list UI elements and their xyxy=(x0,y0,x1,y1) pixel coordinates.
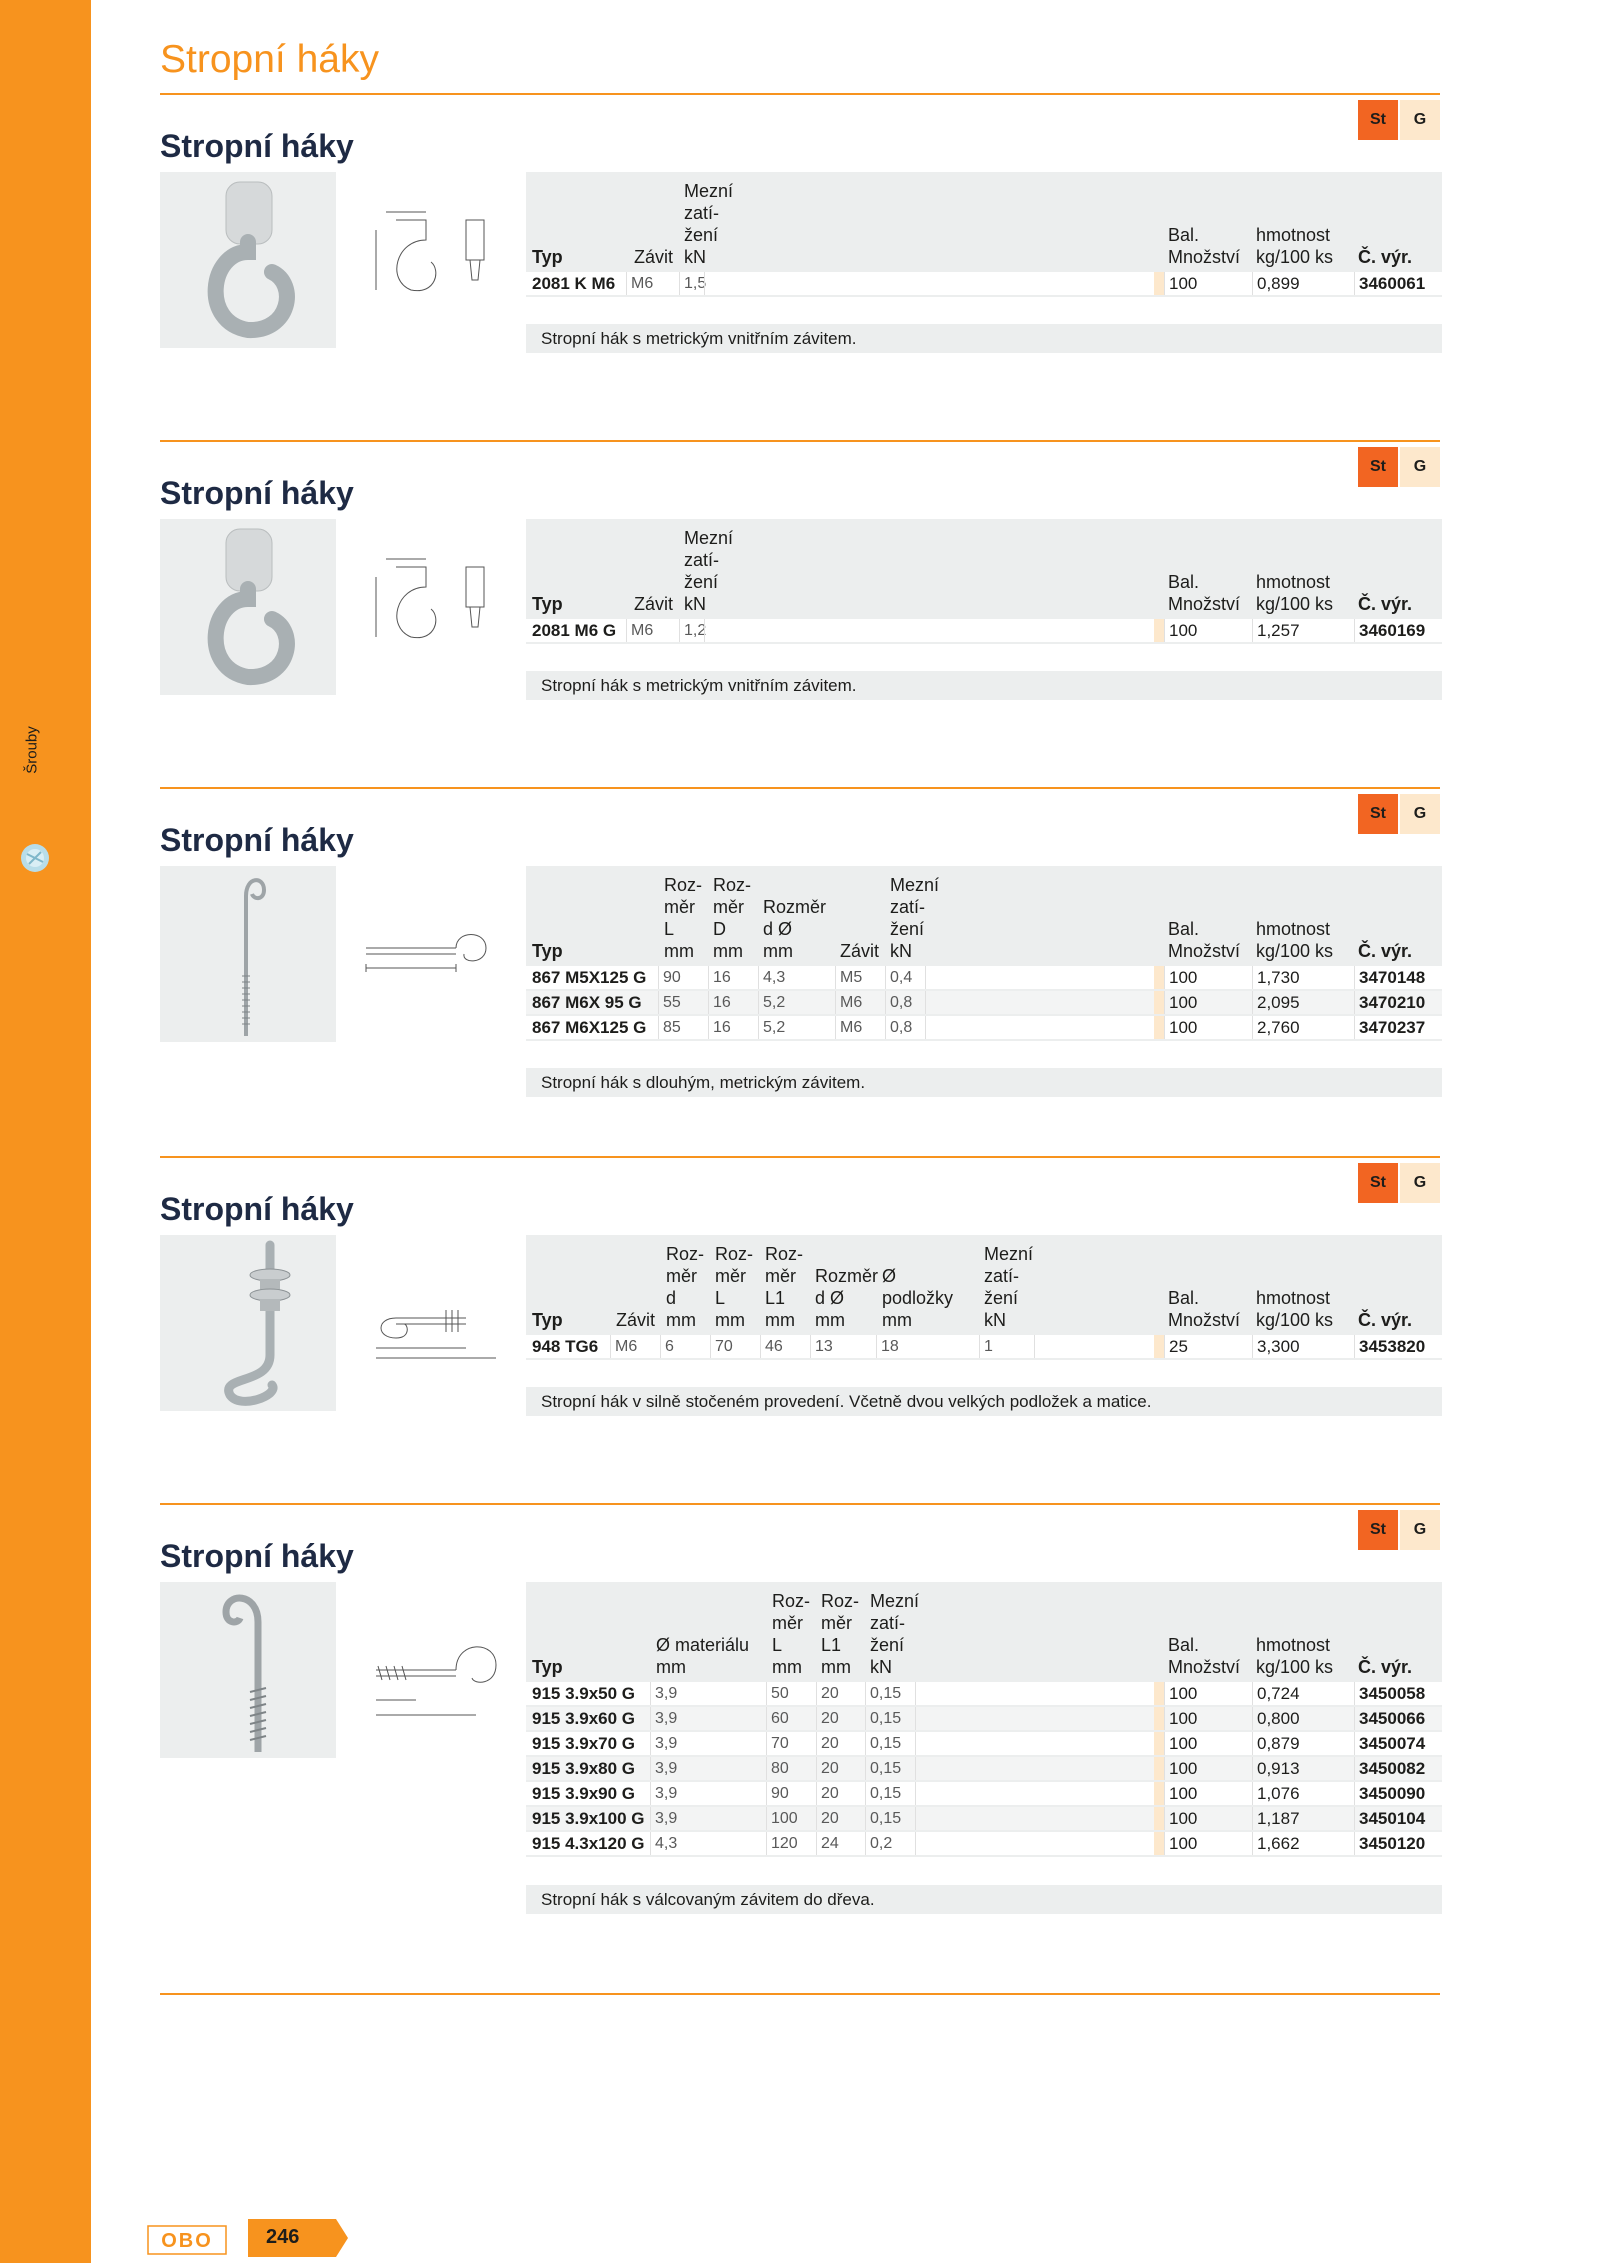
section-description: Stropní hák v silně stočeném provedení. Včetně dvou velkých podložek a matice. xyxy=(526,1387,1442,1416)
header-zavit: Závit xyxy=(634,594,674,614)
cell-material: 3,9 xyxy=(650,1707,766,1730)
cell-empty xyxy=(915,1732,1154,1755)
cell-l: 90 xyxy=(658,966,708,989)
header-mezni: Mezní zatí- žení kN xyxy=(870,1591,920,1677)
cell-typ: 915 3.9x90 G xyxy=(532,1784,636,1803)
table-row xyxy=(526,1016,1442,1041)
cell-bal: 100 xyxy=(1164,1016,1252,1039)
technical-drawing xyxy=(356,547,516,677)
cell-cvyr: 3450082 xyxy=(1354,1757,1442,1780)
cell-bal: 100 xyxy=(1164,1682,1252,1705)
cell-hmotnost: 0,724 xyxy=(1252,1682,1354,1705)
section-title: Stropní háky xyxy=(160,1538,354,1574)
product-photo xyxy=(160,1235,336,1411)
cell-bal: 100 xyxy=(1164,1832,1252,1855)
screw-icon xyxy=(17,840,53,876)
page-number xyxy=(248,2219,348,2257)
cell-cvyr: 3470237 xyxy=(1354,1016,1442,1039)
technical-drawing xyxy=(356,924,516,994)
header-material: Ø materiálu mm xyxy=(656,1635,750,1677)
header-typ: Typ xyxy=(532,1657,563,1677)
cell-dd: 5,2 xyxy=(758,1016,835,1039)
header-hmotnost: hmotnost kg/100 ks xyxy=(1256,1288,1334,1330)
header-hmotnost: hmotnost kg/100 ks xyxy=(1256,1635,1334,1677)
cell-l1: 24 xyxy=(816,1832,865,1855)
cell-mezni: 0,8 xyxy=(885,991,925,1014)
row-stripe xyxy=(1154,1335,1164,1358)
cell-mezni: 1,5 xyxy=(679,272,704,295)
cell-zavit: M6 xyxy=(835,1016,885,1039)
row-stripe xyxy=(1154,1807,1164,1830)
cell-bal: 100 xyxy=(1164,1807,1252,1830)
material-badge-g: G xyxy=(1400,794,1440,834)
cell-typ: 2081 K M6 xyxy=(532,274,616,293)
cell-cvyr: 3450104 xyxy=(1354,1807,1442,1830)
cell-l1: 20 xyxy=(816,1707,865,1730)
header-rozmer-dd: Rozměr d Ø mm xyxy=(815,1266,879,1330)
cell-mezni: 0,15 xyxy=(865,1757,915,1780)
header-rozmer-l: Roz- měr L mm xyxy=(772,1591,811,1677)
cell-cvyr: 3450074 xyxy=(1354,1732,1442,1755)
header-rozmer-dd: Rozměr d Ø mm xyxy=(763,897,827,961)
cell-d: 16 xyxy=(708,991,758,1014)
cell-l: 60 xyxy=(766,1707,816,1730)
cell-hmotnost: 1,730 xyxy=(1252,966,1354,989)
table-header xyxy=(526,172,1442,272)
row-stripe xyxy=(1154,966,1164,989)
row-stripe xyxy=(1154,1732,1164,1755)
material-badge-st: St xyxy=(1358,447,1398,487)
cell-mezni: 0,15 xyxy=(865,1732,915,1755)
material-badge-st: St xyxy=(1358,100,1398,140)
table-header xyxy=(526,1582,1442,1682)
row-stripe xyxy=(1154,991,1164,1014)
section-description: Stropní hák s válcovaným závitem do dřeva. xyxy=(526,1885,1442,1914)
header-typ: Typ xyxy=(532,1310,563,1330)
cell-mezni: 0,2 xyxy=(865,1832,915,1855)
header-typ: Typ xyxy=(532,941,563,961)
cell-l: 120 xyxy=(766,1832,816,1855)
divider xyxy=(160,93,1440,95)
header-zavit: Závit xyxy=(634,247,674,267)
cell-bal: 100 xyxy=(1164,1757,1252,1780)
header-bal: Bal. Množství xyxy=(1168,919,1241,961)
row-stripe xyxy=(1154,1757,1164,1780)
table-row xyxy=(526,1782,1442,1807)
cell-typ: 867 M5X125 G xyxy=(532,968,647,987)
cell-cvyr: 3470210 xyxy=(1354,991,1442,1014)
cell-mezni: 0,15 xyxy=(865,1807,915,1830)
table-row xyxy=(526,991,1442,1016)
cell-typ: 915 3.9x80 G xyxy=(532,1759,636,1778)
header-cvyr: Č. výr. xyxy=(1358,1657,1413,1677)
cell-l1: 20 xyxy=(816,1682,865,1705)
cell-cvyr: 3460169 xyxy=(1354,619,1442,642)
cell-cvyr: 3460061 xyxy=(1354,272,1442,295)
material-badge-g: G xyxy=(1400,1163,1440,1203)
cell-l: 70 xyxy=(710,1335,760,1358)
cell-mezni: 1,2 xyxy=(679,619,704,642)
cell-hmotnost: 0,899 xyxy=(1252,272,1354,295)
cell-material: 3,9 xyxy=(650,1682,766,1705)
cell-typ: 2081 M6 G xyxy=(532,621,617,640)
cell-cvyr: 3450090 xyxy=(1354,1782,1442,1805)
cell-l: 90 xyxy=(766,1782,816,1805)
header-rozmer-l1: Roz- měr L1 mm xyxy=(765,1244,804,1330)
cell-l1: 46 xyxy=(760,1335,810,1358)
table-row xyxy=(526,619,1442,644)
header-cvyr: Č. výr. xyxy=(1358,594,1413,614)
section-title: Stropní háky xyxy=(160,1191,354,1227)
cell-empty xyxy=(1034,1335,1154,1358)
header-hmotnost: hmotnost kg/100 ks xyxy=(1256,572,1334,614)
cell-cvyr: 3470148 xyxy=(1354,966,1442,989)
material-badge-g: G xyxy=(1400,1510,1440,1550)
header-cvyr: Č. výr. xyxy=(1358,941,1413,961)
cell-dd: 5,2 xyxy=(758,991,835,1014)
cell-typ: 867 M6X125 G xyxy=(532,1018,647,1037)
cell-hmotnost: 1,076 xyxy=(1252,1782,1354,1805)
section-title: Stropní háky xyxy=(160,475,354,511)
cell-zavit: M5 xyxy=(835,966,885,989)
page-number-text: 246 xyxy=(266,2226,300,2248)
header-bal: Bal. Množství xyxy=(1168,1635,1241,1677)
header-rozmer-l: Roz- měr L mm xyxy=(664,875,703,961)
cell-empty xyxy=(915,1757,1154,1780)
cell-l1: 20 xyxy=(816,1732,865,1755)
cell-mezni: 0,15 xyxy=(865,1707,915,1730)
cell-d: 6 xyxy=(660,1335,710,1358)
cell-zavit: M6 xyxy=(835,991,885,1014)
technical-drawing xyxy=(356,200,516,330)
cell-zavit: M6 xyxy=(610,1335,660,1358)
cell-empty xyxy=(915,1832,1154,1855)
cell-bal: 100 xyxy=(1164,272,1252,295)
row-stripe xyxy=(1154,1016,1164,1039)
cell-empty xyxy=(704,272,1154,295)
cell-bal: 100 xyxy=(1164,619,1252,642)
cell-hmotnost: 1,662 xyxy=(1252,1832,1354,1855)
cell-empty xyxy=(925,991,1154,1014)
cell-hmotnost: 0,913 xyxy=(1252,1757,1354,1780)
header-mezni: Mezní zatí- žení kN xyxy=(890,875,940,961)
section-title: Stropní háky xyxy=(160,822,354,858)
header-zavit: Závit xyxy=(840,941,880,961)
svg-text:OBO: OBO xyxy=(161,2230,213,2252)
cell-mezni: 0,15 xyxy=(865,1682,915,1705)
sidebar-label: Šrouby xyxy=(23,726,41,774)
header-mezni: Mezní zatí- žení kN xyxy=(984,1244,1034,1330)
table-row xyxy=(526,1807,1442,1832)
section-description: Stropní hák s metrickým vnitřním závitem. xyxy=(526,671,1442,700)
header-zavit: Závit xyxy=(616,1310,656,1330)
cell-mezni: 1 xyxy=(979,1335,1034,1358)
cell-dd: 13 xyxy=(810,1335,876,1358)
cell-cvyr: 3453820 xyxy=(1354,1335,1442,1358)
divider xyxy=(160,1156,1440,1158)
cell-hmotnost: 1,187 xyxy=(1252,1807,1354,1830)
cell-empty xyxy=(915,1782,1154,1805)
divider xyxy=(160,787,1440,789)
cell-l: 80 xyxy=(766,1757,816,1780)
material-badge-g: G xyxy=(1400,100,1440,140)
cell-material: 3,9 xyxy=(650,1807,766,1830)
cell-typ: 915 4.3x120 G xyxy=(532,1834,645,1853)
table-row xyxy=(526,272,1442,297)
section-description: Stropní hák s dlouhým, metrickým závitem. xyxy=(526,1068,1442,1097)
cell-empty xyxy=(915,1682,1154,1705)
cell-l1: 20 xyxy=(816,1782,865,1805)
header-hmotnost: hmotnost kg/100 ks xyxy=(1256,225,1334,267)
cell-l1: 20 xyxy=(816,1757,865,1780)
technical-drawing xyxy=(356,1278,516,1378)
cell-zavit: M6 xyxy=(626,619,679,642)
cell-bal: 100 xyxy=(1164,991,1252,1014)
material-badge-g: G xyxy=(1400,447,1440,487)
divider xyxy=(160,440,1440,442)
table-row xyxy=(526,1832,1442,1857)
cell-mezni: 0,4 xyxy=(885,966,925,989)
cell-d: 16 xyxy=(708,1016,758,1039)
cell-typ: 867 M6X 95 G xyxy=(532,993,642,1012)
header-typ: Typ xyxy=(532,247,563,267)
cell-empty xyxy=(925,1016,1154,1039)
material-badge-st: St xyxy=(1358,794,1398,834)
cell-hmotnost: 2,095 xyxy=(1252,991,1354,1014)
cell-mezni: 0,8 xyxy=(885,1016,925,1039)
cell-l: 55 xyxy=(658,991,708,1014)
cell-dd: 4,3 xyxy=(758,966,835,989)
table-header xyxy=(526,1235,1442,1335)
cell-bal: 100 xyxy=(1164,1782,1252,1805)
cell-material: 3,9 xyxy=(650,1732,766,1755)
header-mezni: Mezní zatí- žení kN xyxy=(684,528,734,614)
cell-empty xyxy=(925,966,1154,989)
product-photo xyxy=(160,519,336,695)
row-stripe xyxy=(1154,1782,1164,1805)
cell-podlozky: 18 xyxy=(876,1335,979,1358)
technical-drawing xyxy=(356,1610,516,1740)
cell-empty xyxy=(915,1707,1154,1730)
product-photo xyxy=(160,1582,336,1758)
table-row xyxy=(526,1682,1442,1707)
cell-hmotnost: 3,300 xyxy=(1252,1335,1354,1358)
header-typ: Typ xyxy=(532,594,563,614)
header-bal: Bal. Množství xyxy=(1168,225,1241,267)
product-photo xyxy=(160,172,336,348)
header-rozmer-l: Roz- měr L mm xyxy=(715,1244,754,1330)
cell-typ: 948 TG6 xyxy=(532,1337,599,1356)
cell-empty xyxy=(915,1807,1154,1830)
header-bal: Bal. Množství xyxy=(1168,572,1241,614)
row-stripe xyxy=(1154,1832,1164,1855)
header-podlozky: Ø podložky mm xyxy=(882,1266,954,1330)
cell-zavit: M6 xyxy=(626,272,679,295)
header-cvyr: Č. výr. xyxy=(1358,247,1413,267)
header-bal: Bal. Množství xyxy=(1168,1288,1241,1330)
section-description: Stropní hák s metrickým vnitřním závitem. xyxy=(526,324,1442,353)
table-row xyxy=(526,1757,1442,1782)
cell-typ: 915 3.9x100 G xyxy=(532,1809,645,1828)
cell-hmotnost: 0,800 xyxy=(1252,1707,1354,1730)
header-cvyr: Č. výr. xyxy=(1358,1310,1413,1330)
cell-typ: 915 3.9x70 G xyxy=(532,1734,636,1753)
row-stripe xyxy=(1154,1682,1164,1705)
divider xyxy=(160,1993,1440,1995)
cell-material: 3,9 xyxy=(650,1757,766,1780)
divider xyxy=(160,1503,1440,1505)
cell-cvyr: 3450058 xyxy=(1354,1682,1442,1705)
cell-hmotnost: 0,879 xyxy=(1252,1732,1354,1755)
table-row xyxy=(526,1732,1442,1757)
cell-d: 16 xyxy=(708,966,758,989)
cell-bal: 25 xyxy=(1164,1335,1252,1358)
section-title: Stropní háky xyxy=(160,128,354,164)
cell-typ: 915 3.9x50 G xyxy=(532,1684,636,1703)
header-rozmer-l1: Roz- měr L1 mm xyxy=(821,1591,860,1677)
table-row xyxy=(526,1335,1442,1360)
cell-bal: 100 xyxy=(1164,1707,1252,1730)
header-hmotnost: hmotnost kg/100 ks xyxy=(1256,919,1334,961)
header-rozmer-d: Roz- měr d mm xyxy=(666,1244,705,1330)
cell-cvyr: 3450066 xyxy=(1354,1707,1442,1730)
page-title: Stropní háky xyxy=(160,38,379,81)
cell-mezni: 0,15 xyxy=(865,1782,915,1805)
material-badge-st: St xyxy=(1358,1163,1398,1203)
cell-hmotnost: 2,760 xyxy=(1252,1016,1354,1039)
table-header xyxy=(526,866,1442,966)
cell-empty xyxy=(704,619,1154,642)
cell-cvyr: 3450120 xyxy=(1354,1832,1442,1855)
cell-l: 70 xyxy=(766,1732,816,1755)
cell-l: 85 xyxy=(658,1016,708,1039)
header-rozmer-d: Roz- měr D mm xyxy=(713,875,752,961)
header-mezni: Mezní zatí- žení kN xyxy=(684,181,734,267)
table-header xyxy=(526,519,1442,619)
material-badge-st: St xyxy=(1358,1510,1398,1550)
row-stripe xyxy=(1154,272,1164,295)
product-photo xyxy=(160,866,336,1042)
cell-typ: 915 3.9x60 G xyxy=(532,1709,636,1728)
cell-material: 3,9 xyxy=(650,1782,766,1805)
cell-l1: 20 xyxy=(816,1807,865,1830)
table-row xyxy=(526,966,1442,991)
obo-logo xyxy=(147,2225,227,2255)
cell-l: 100 xyxy=(766,1807,816,1830)
cell-bal: 100 xyxy=(1164,966,1252,989)
row-stripe xyxy=(1154,1707,1164,1730)
row-stripe xyxy=(1154,619,1164,642)
cell-material: 4,3 xyxy=(650,1832,766,1855)
table-row xyxy=(526,1707,1442,1732)
cell-l: 50 xyxy=(766,1682,816,1705)
cell-hmotnost: 1,257 xyxy=(1252,619,1354,642)
sidebar xyxy=(0,0,91,2263)
cell-bal: 100 xyxy=(1164,1732,1252,1755)
